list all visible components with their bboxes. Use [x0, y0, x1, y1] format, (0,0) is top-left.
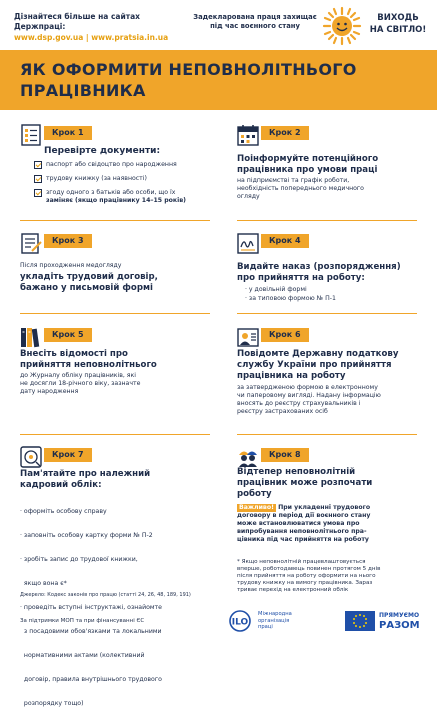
step-6: [237, 326, 437, 426]
eu-logo-text-line2: РАЗОМ: [379, 620, 420, 631]
footer-support-text: За підтримки МОП та при фінансуванні ЄС: [20, 618, 145, 624]
checkbox-icon: [34, 161, 42, 169]
divider: [20, 434, 210, 435]
header-websites-links[interactable]: www.dsp.gov.ua | www.pratsia.in.ua: [14, 33, 169, 42]
step-8-footnote-line: * Якщо неповнолітній працевлаштовується: [237, 559, 366, 565]
step-7-list-item: · зробіть запис до трудової книжки,: [20, 556, 138, 563]
sun-logo-icon: [322, 6, 362, 46]
step-8-title-line1: Відтепер неповнолітній: [237, 467, 356, 477]
step-6-badge: Крок 6: [261, 328, 309, 342]
step-2: [237, 124, 437, 216]
step-8-badge: Крок 8: [261, 448, 309, 462]
step-1-item-text-line1: згоду одного з батьків або особи, що їх: [46, 189, 176, 196]
eu-flag-icon: [345, 611, 375, 631]
step-3-title: [20, 272, 220, 294]
binders-icon: [20, 326, 42, 348]
step-4-option: · у довільній формі: [245, 286, 307, 293]
divider: [237, 220, 417, 221]
ilo-logo-icon: [226, 609, 254, 633]
step-1-item: [34, 161, 220, 169]
step-2-body-line3: огляду: [237, 193, 260, 200]
step-6-body: [237, 384, 437, 416]
step-5-title-line1: Внесіть відомості про: [20, 349, 128, 359]
header-campaign-line2: НА СВІТЛО!: [369, 25, 427, 35]
step-6-body-line3: вносять до реєстру страхувальників і: [237, 400, 361, 407]
divider: [20, 313, 210, 314]
step-4-title: [237, 262, 437, 284]
step-5-title: [20, 349, 220, 371]
step-6-title-line2: службу України про прийняття: [237, 360, 392, 370]
step-6-title-line3: працівника на роботу: [237, 371, 346, 381]
step-1-item: [34, 189, 220, 205]
page-title-line1: ЯК ОФОРМИТИ НЕПОВНОЛІТНЬОГО: [20, 60, 357, 79]
step-6-title: [237, 349, 437, 382]
step-1-badge: Крок 1: [44, 126, 92, 140]
ilo-logo-text-line2: організація: [258, 617, 290, 624]
step-4: [237, 232, 437, 312]
step-5-body-line2: не досягли 18-річного віку, зазначте: [20, 380, 141, 387]
step-6-body-line4: реєстру застрахованих осіб: [237, 408, 328, 415]
calendar-icon: [237, 124, 259, 146]
footer: [0, 605, 437, 640]
step-3-badge: Крок 3: [44, 234, 92, 248]
step-7-title-line2: кадровий облік:: [20, 480, 102, 490]
step-1-item: [34, 175, 220, 183]
step-4-option: · за типовою формою № П-1: [245, 295, 336, 302]
title-banner: [0, 50, 437, 110]
step-8-important-line: випробування неповнолітнього пра-: [237, 528, 367, 535]
header-websites: [14, 12, 184, 43]
step-7-list-item: з посадовими обов'язками та локальними: [20, 628, 162, 635]
step-8-important-line: При укладенні трудового: [278, 504, 371, 511]
divider: [20, 220, 210, 221]
step-6-body-line2: чи паперовому вигляді. Надану інформацію: [237, 392, 381, 399]
step-8-footnote-line: після прийняття на роботу оформити на нього: [237, 573, 376, 579]
contract-icon: [20, 232, 42, 254]
header-slogan: [190, 13, 320, 31]
step-8-footnote: [237, 559, 437, 594]
step-8-footnote-line: триває перехід на електронний облік: [237, 587, 349, 593]
ilo-logo-text-line1: Міжнародна: [258, 611, 292, 617]
divider: [237, 313, 417, 314]
svg-text:ILO: ILO: [231, 617, 249, 628]
step-2-title: [237, 154, 437, 176]
step-8-footnote-line: вперше, роботодавець повинен протягом 5 днів: [237, 566, 381, 572]
step-7-list-item: якщо вона є*: [20, 580, 67, 587]
step-1-title: Перевірте документи:: [44, 146, 161, 156]
step-5-body: [20, 372, 220, 396]
step-8: [237, 446, 437, 596]
header-campaign-line1: ВИХОДЬ: [377, 13, 419, 23]
step-7-list-item: нормативними актами (колективний: [20, 652, 145, 659]
signature-icon: [237, 232, 259, 254]
step-4-title-line2: про прийняття на роботу:: [237, 273, 365, 283]
personnel-file-icon: [20, 446, 42, 468]
step-7-list-item: договір, правила внутрішнього трудового: [20, 676, 162, 683]
step-1: [20, 124, 220, 216]
step-1-item-text: [46, 189, 186, 205]
divider: [237, 434, 417, 435]
step-2-title-line1: Поінформуйте потенційного: [237, 154, 379, 164]
step-5: [20, 326, 220, 416]
header-slogan-line1: Задекларована праця захищає: [193, 13, 317, 21]
step-4-title-line1: Видайте наказ (розпорядження): [237, 262, 401, 272]
source-note: Джерело: Кодекс законів про працю (статті 24, 26, 48, 189, 191): [20, 592, 191, 598]
step-6-title-line1: Повідомте Державну податкову: [237, 349, 399, 359]
step-7-badge: Крок 7: [44, 448, 92, 462]
step-3-title-line2: бажано у письмовій формі: [20, 283, 153, 293]
header-campaign: [364, 12, 432, 36]
step-1-checklist: [34, 161, 220, 208]
step-8-title-line2: працівник може розпочати: [237, 478, 373, 488]
step-7-title-line1: Пам'ятайте про належний: [20, 469, 151, 479]
tax-office-person-icon: [237, 326, 259, 348]
step-5-body-line1: до Журналу обліку працівників, які: [20, 372, 136, 379]
step-3: [20, 232, 220, 312]
step-3-title-line1: укладіть трудовий договір,: [20, 272, 158, 282]
step-2-body-line2: необхідність попереднього медичного: [237, 185, 364, 192]
ilo-logo-text-line3: праці: [258, 624, 273, 630]
step-8-important-line: може встановлюватися умова про: [237, 520, 360, 527]
step-2-badge: Крок 2: [261, 126, 309, 140]
step-7-list-item: · оформіть особову справу: [20, 508, 107, 515]
step-8-title-line3: роботу: [237, 489, 272, 499]
eu-logo-text: [379, 612, 420, 631]
step-8-footnote-line: трудову книжку на вимогу працівника. Зараз: [237, 580, 373, 586]
step-2-body-line1: на підприємстві та графік роботи,: [237, 177, 350, 184]
step-4-options: [245, 286, 435, 303]
ilo-logo-text: [258, 611, 292, 631]
header-slogan-line2: під час воєнного стану: [210, 22, 300, 30]
step-8-important: [237, 504, 437, 544]
header-bar: [0, 0, 437, 50]
step-8-title: [237, 467, 437, 500]
step-7-list-item: розпорядку тощо): [20, 700, 84, 707]
step-6-body-line1: за затвердженою формою в електронному: [237, 384, 378, 391]
step-5-badge: Крок 5: [44, 328, 92, 342]
step-2-body: [237, 177, 437, 201]
step-8-important-first-line: [237, 504, 437, 512]
page-title: [20, 59, 420, 101]
eu-logo-text-line1: ПРЯМУЄМО: [379, 612, 420, 619]
important-label: Важливо!: [239, 504, 274, 511]
workers-icon: [237, 446, 259, 468]
step-8-important-line: договору в період дії воєнного стану: [237, 512, 371, 519]
step-1-item-text-line2: заміняє (якщо працівнику 14–15 років): [46, 197, 186, 204]
step-7-list-item: · заповніть особову картку форми № П-2: [20, 532, 153, 539]
header-websites-label: Дізнайтеся більше на сайтах Держпраці:: [14, 12, 140, 31]
step-5-title-line2: прийняття неповнолітнього: [20, 360, 157, 370]
checkbox-icon: [34, 189, 42, 197]
step-5-body-line3: дату народження: [20, 388, 79, 395]
step-1-item-text: трудову книжку (за наявності): [46, 175, 147, 182]
step-8-important-line: цівника під час прийняття на роботу: [237, 536, 369, 543]
step-7-list-item: · проведіть вступні інструктажі, ознайомте: [20, 604, 162, 611]
step-4-badge: Крок 4: [261, 234, 309, 248]
step-2-title-line2: працівника про умови праці: [237, 165, 378, 175]
step-1-item-text: паспорт або свідоцтво про народження: [46, 161, 177, 168]
step-7-title: [20, 469, 220, 491]
checkbox-icon: [34, 175, 42, 183]
step-3-intro: Після проходження медогляду: [20, 262, 122, 269]
page-title-line2: ПРАЦІВНИКА: [20, 81, 146, 100]
checklist-icon: [20, 124, 42, 146]
